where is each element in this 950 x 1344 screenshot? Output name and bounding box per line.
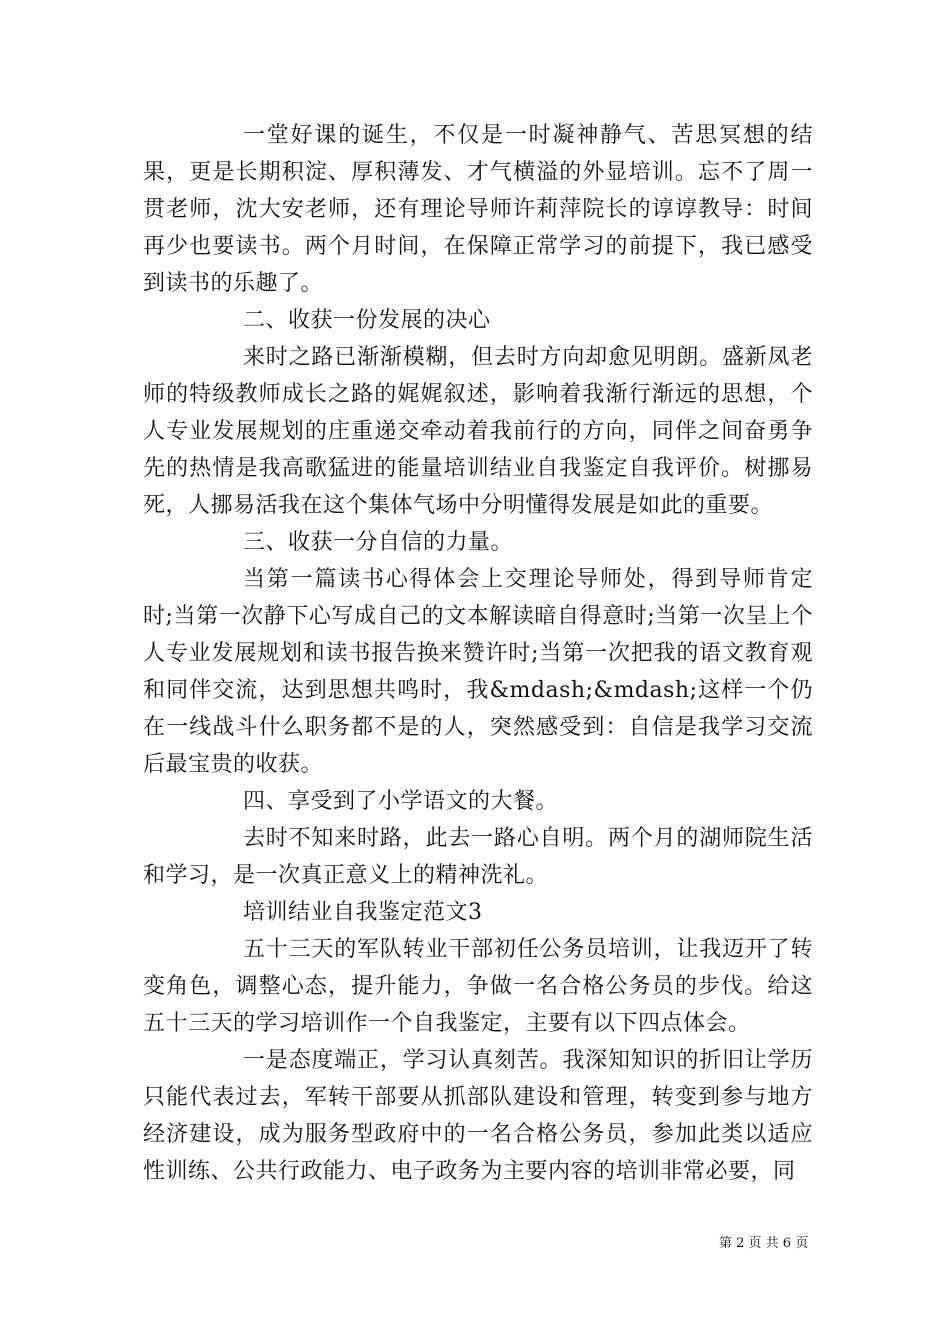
section-heading-3: 三、收获一分自信的力量。 xyxy=(243,530,514,555)
page-number: 第 2 页 共 6 页 xyxy=(719,1236,809,1251)
paragraph-1: 一堂好课的诞生，不仅是一时凝神静气、苦思冥想的结果，更是长期积淀、厚积薄发、才气横溢的外显培训。忘不了周一贯老师，沈大安老师，还有理论导师许莉萍院长的谆谆教导：时间再少也要读书。两个月时间，在保障正常学习的前提下，我已感受到读书的乐趣了。 xyxy=(143,123,813,296)
section-heading-2: 二、收获一份发展的决心 xyxy=(243,308,491,333)
paragraph-3: 当第一篇读书心得体会上交理论导师处，得到导师肯定时;当第一次静下心写成自己的文本解读暗自得意时;当第一次呈上个人专业发展规划和读书报告换来赞许时;当第一次把我的语文教育观和同伴交流，达到思想共鸣时，我&mdash;&mdash;这样一个仍在一线战斗什么职务都不是的人，突然感受到：自信是我学习交流后最宝贵的收获。 xyxy=(143,567,813,777)
section-heading-4: 四、享受到了小学语文的大餐。 xyxy=(243,789,559,814)
paragraph-6: 一是态度端正，学习认真刻苦。我深知知识的折旧让学历只能代表过去，军转干部要从抓部队建设和管理，转变到参与地方经济建设，成为服务型政府中的一名合格公务员，参加此类以适应性训练、公共行政能力、电子政务为主要内容的培训非常必要，同 xyxy=(143,1048,813,1184)
article-title-3: 培训结业自我鉴定范文3 xyxy=(243,900,483,925)
document-body xyxy=(143,117,813,1190)
paragraph-5: 五十三天的军队转业干部初任公务员培训，让我迈开了转变角色，调整心态，提升能力，争做一名合格公务员的步伐。给这五十三天的学习培训作一个自我鉴定，主要有以下四点体会。 xyxy=(143,937,813,1036)
paragraph-2: 来时之路已渐渐模糊，但去时方向却愈见明朗。盛新凤老师的特级教师成长之路的娓娓叙述，影响着我渐行渐远的思想，个人专业发展规划的庄重递交牵动着我前行的方向，同伴之间奋勇争先的热情是我高歌猛进的能量培训结业自我鉴定自我评价。树挪易死，人挪易活我在这个集体气场中分明懂得发展是如此的重要。 xyxy=(143,345,813,518)
paragraph-4: 去时不知来时路，此去一路心自明。两个月的湖师院生活和学习，是一次真正意义上的精神洗礼。 xyxy=(143,826,813,888)
